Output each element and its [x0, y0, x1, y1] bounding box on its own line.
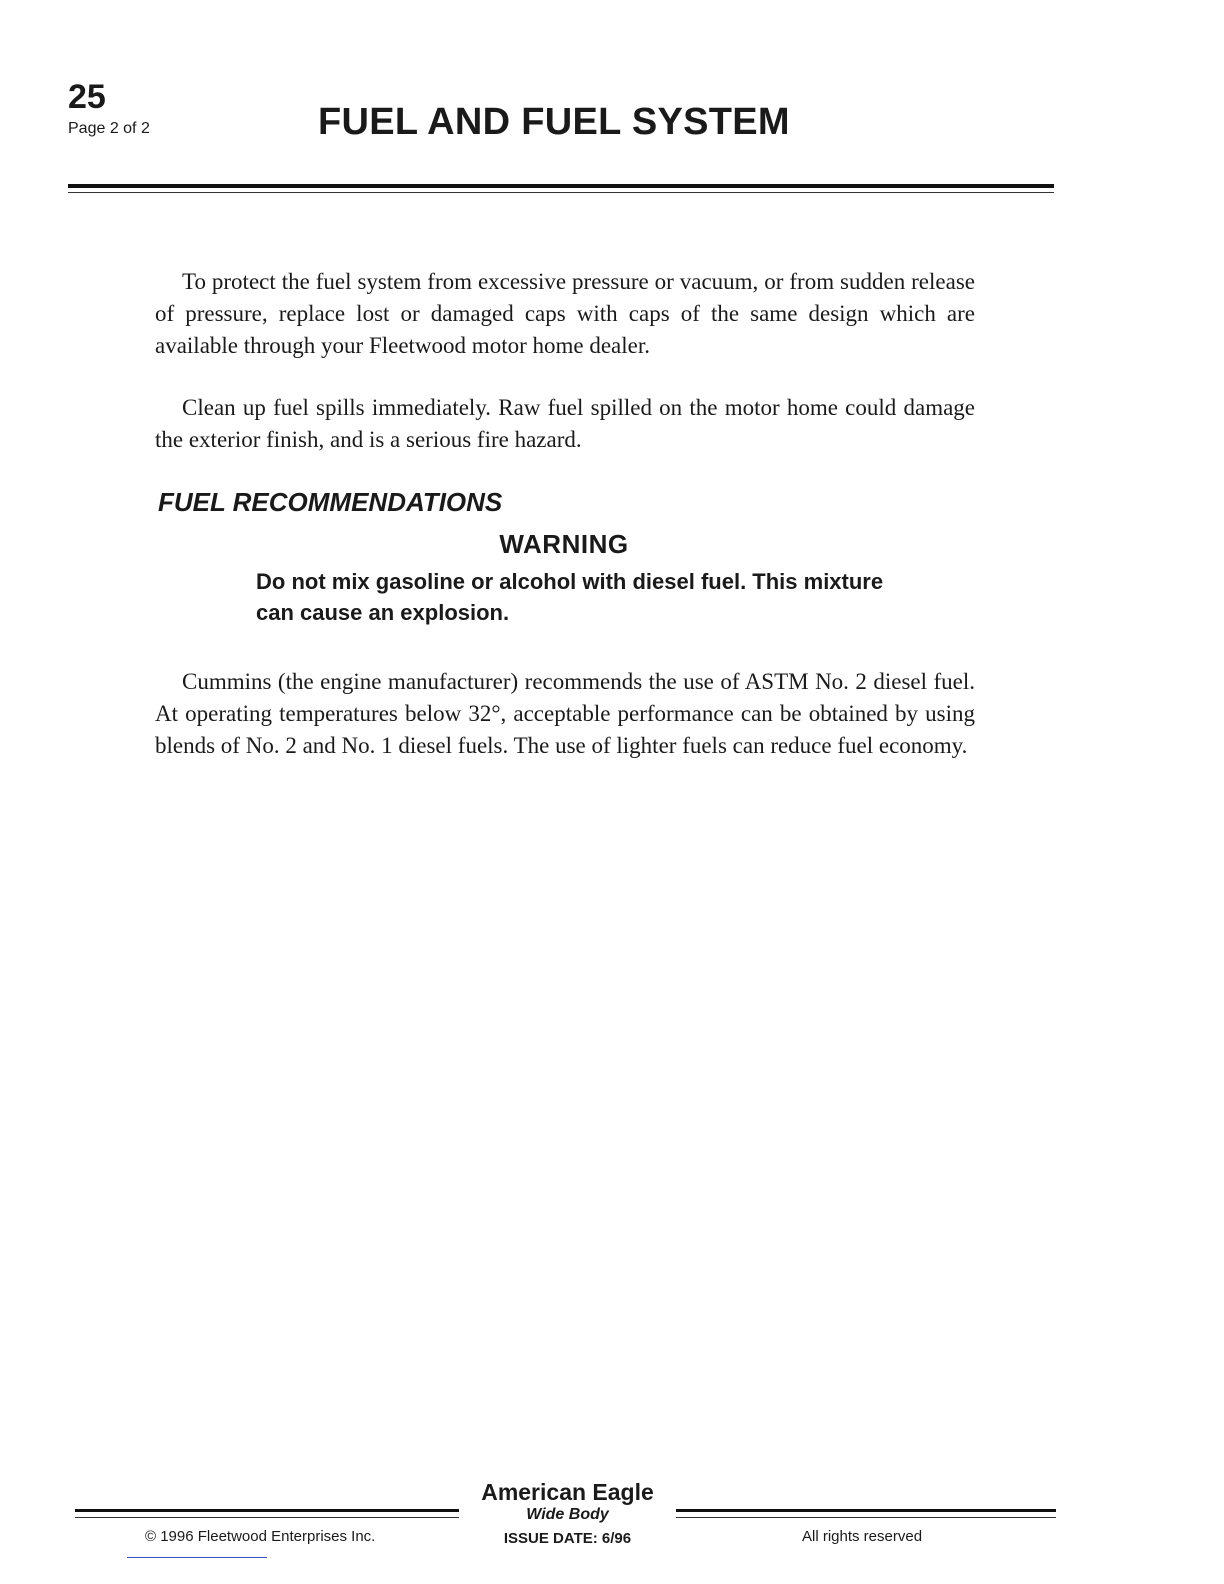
page-indicator: Page 2 of 2	[68, 120, 150, 137]
page-title: FUEL AND FUEL SYSTEM	[318, 101, 790, 143]
body-paragraph-caps: To protect the fuel system from excessive pressure or vacuum, or from sudden release of pressure, replace lost or damaged caps with caps of the same design which are available through your Fleetwood motor home dealer.	[155, 269, 975, 358]
footer-issue-date: ISSUE DATE: 6/96	[503, 1530, 632, 1547]
footer-rule-left-thin	[75, 1517, 459, 1518]
footer-underline	[127, 1557, 267, 1558]
footer-rule-right-thick	[676, 1509, 1056, 1512]
footer-brand: American Eagle	[481, 1479, 654, 1505]
footer-rule-right-thin	[676, 1517, 1056, 1518]
warning-text: Do not mix gasoline or alcohol with diesel fuel. This mixture can cause an explosion.	[256, 569, 884, 625]
footer-rights: All rights reserved	[802, 1528, 923, 1545]
footer-model: Wide Body	[526, 1506, 609, 1523]
section-heading: FUEL RECOMMENDATIONS	[158, 487, 503, 517]
header-rule-thin	[68, 192, 1054, 193]
footer-rule-left-thick	[75, 1509, 459, 1512]
header-rule-thick	[68, 184, 1054, 188]
warning-title: WARNING	[499, 529, 629, 559]
footer-copyright: © 1996 Fleetwood Enterprises Inc.	[145, 1528, 376, 1545]
body-paragraph-recommendation: Cummins (the engine manufacturer) recommends the use of ASTM No. 2 diesel fuel. At operating temperatures below 32°, acceptable performance can be obtained by using blends of No. 2 and No. 1 diesel fuels. The use of lighter fuels can reduce fuel economy.	[155, 669, 975, 758]
body-paragraph-spills: Clean up fuel spills immediately. Raw fuel spilled on the motor home could damage the exterior finish, and is a serious fire hazard.	[155, 395, 975, 452]
section-number: 25	[68, 78, 106, 116]
